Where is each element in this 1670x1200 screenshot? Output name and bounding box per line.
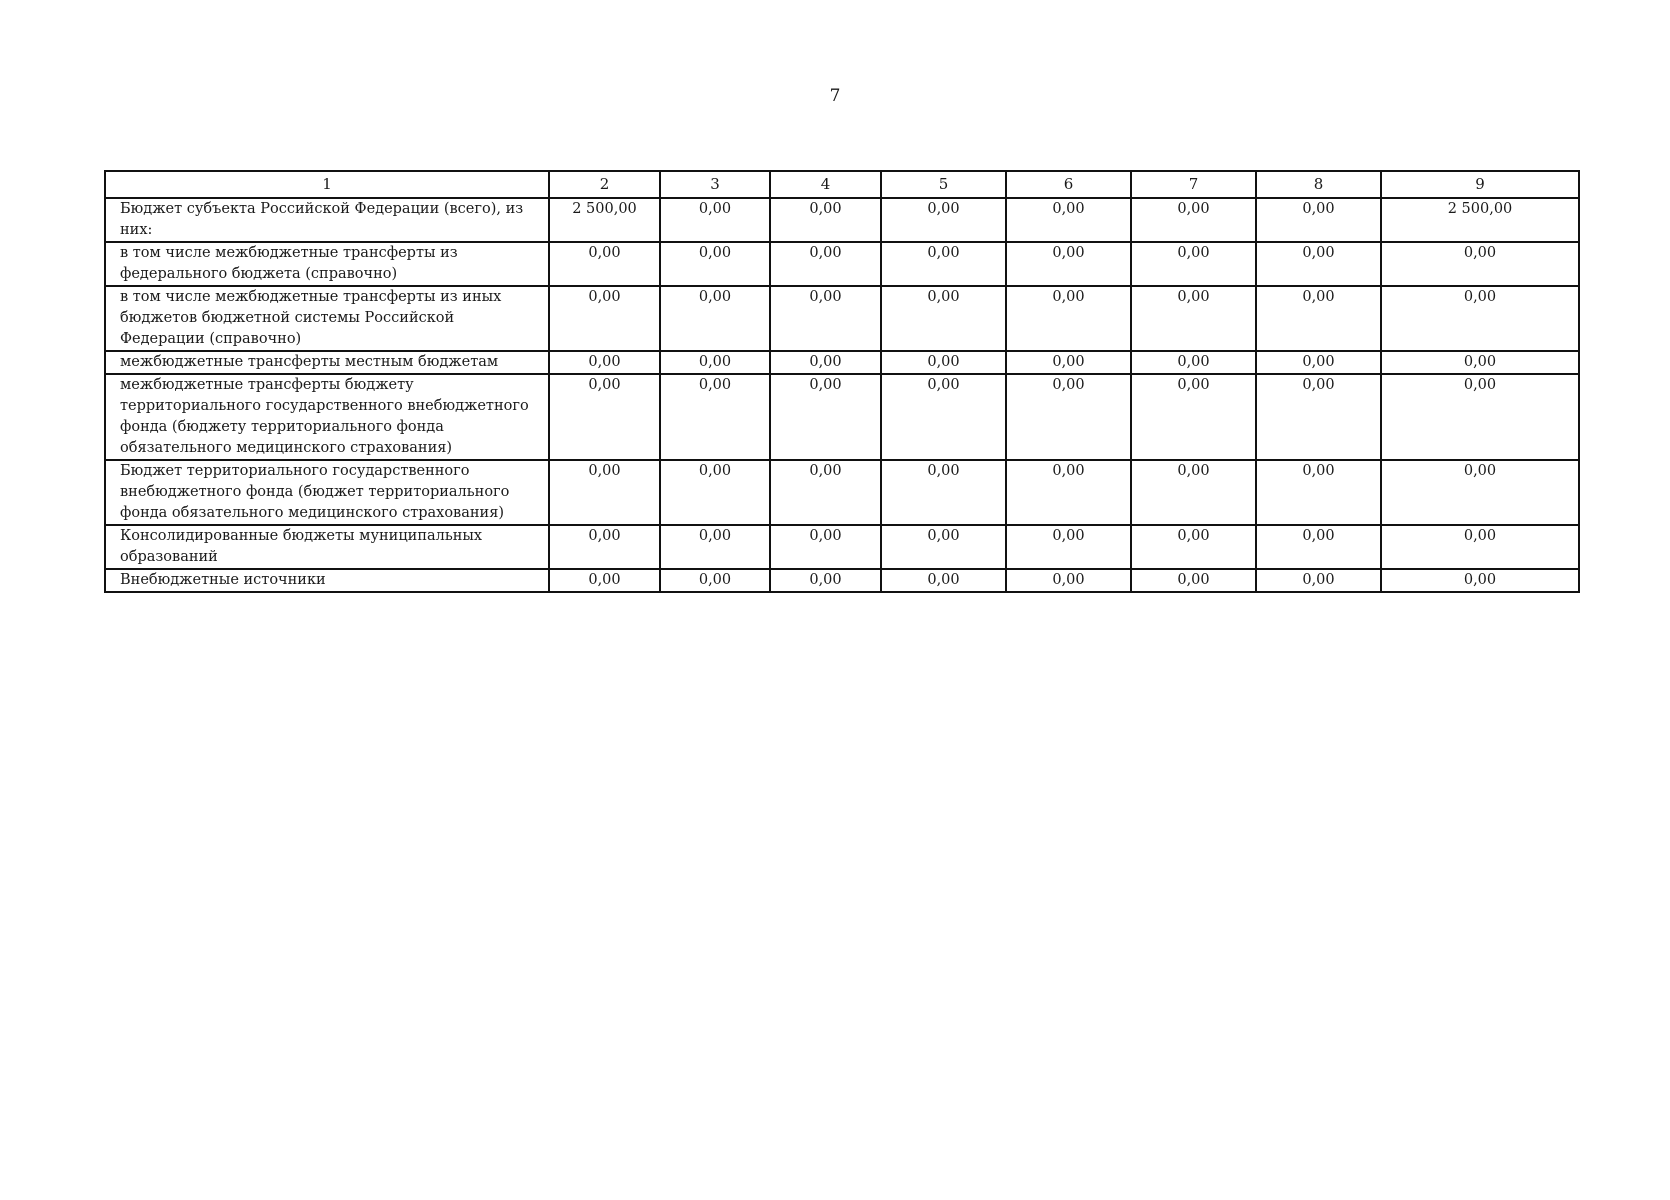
row-label: в том числе межбюджетные трансферты из иных бюджетов бюджетной системы Российской Федерации (справочно) — [105, 286, 549, 351]
table-cell: 0,00 — [881, 525, 1006, 569]
table-cell: 0,00 — [549, 351, 660, 374]
header-row — [105, 171, 1579, 198]
table-row — [105, 374, 1579, 460]
row-label: Внебюджетные источники — [105, 569, 549, 592]
table-cell: 0,00 — [1131, 198, 1256, 242]
table-row — [105, 286, 1579, 351]
table-cell: 0,00 — [660, 460, 770, 525]
table-cell: 0,00 — [881, 460, 1006, 525]
table-cell: 0,00 — [770, 569, 881, 592]
table-cell: 0,00 — [881, 374, 1006, 460]
table-row — [105, 569, 1579, 592]
table-cell: 0,00 — [1006, 242, 1131, 286]
table-cell: 0,00 — [770, 525, 881, 569]
table-cell: 0,00 — [881, 569, 1006, 592]
table-cell: 2 500,00 — [549, 198, 660, 242]
table-cell: 0,00 — [1006, 460, 1131, 525]
table-cell: 0,00 — [1006, 569, 1131, 592]
table-cell: 0,00 — [660, 351, 770, 374]
row-label: в том числе межбюджетные трансферты из федерального бюджета (справочно) — [105, 242, 549, 286]
column-header-9: 9 — [1381, 171, 1579, 198]
table-cell: 0,00 — [1381, 525, 1579, 569]
table-row — [105, 460, 1579, 525]
table-cell: 0,00 — [1381, 374, 1579, 460]
table-cell: 2 500,00 — [1381, 198, 1579, 242]
table-cell: 0,00 — [1131, 374, 1256, 460]
table-cell: 0,00 — [1006, 351, 1131, 374]
table-cell: 0,00 — [770, 374, 881, 460]
table-cell: 0,00 — [1381, 460, 1579, 525]
table-cell: 0,00 — [1381, 242, 1579, 286]
table-cell: 0,00 — [1256, 351, 1381, 374]
table-cell: 0,00 — [1006, 374, 1131, 460]
table-cell: 0,00 — [660, 286, 770, 351]
table-cell: 0,00 — [549, 525, 660, 569]
table-cell: 0,00 — [1131, 242, 1256, 286]
column-header-6: 6 — [1006, 171, 1131, 198]
table-cell: 0,00 — [1256, 460, 1381, 525]
table-cell: 0,00 — [1256, 286, 1381, 351]
table-cell: 0,00 — [770, 242, 881, 286]
row-label: межбюджетные трансферты бюджету территориального государственного внебюджетного фонда (бюджету территориального фонда обязательного медицинского страхования) — [105, 374, 549, 460]
table-cell: 0,00 — [770, 460, 881, 525]
table-cell: 0,00 — [549, 374, 660, 460]
row-label: Консолидированные бюджеты муниципальных образований — [105, 525, 549, 569]
table-cell: 0,00 — [1006, 525, 1131, 569]
table-cell: 0,00 — [660, 242, 770, 286]
column-header-3: 3 — [660, 171, 770, 198]
table-cell: 0,00 — [1256, 198, 1381, 242]
table-cell: 0,00 — [881, 286, 1006, 351]
column-header-1: 1 — [105, 171, 549, 198]
table-cell: 0,00 — [660, 374, 770, 460]
table-row — [105, 525, 1579, 569]
column-header-4: 4 — [770, 171, 881, 198]
table-cell: 0,00 — [1131, 351, 1256, 374]
table-cell: 0,00 — [1131, 460, 1256, 525]
table-cell: 0,00 — [549, 242, 660, 286]
table-cell: 0,00 — [881, 351, 1006, 374]
table-cell: 0,00 — [660, 525, 770, 569]
table-cell: 0,00 — [770, 198, 881, 242]
table-cell: 0,00 — [1381, 569, 1579, 592]
column-header-2: 2 — [549, 171, 660, 198]
table-cell: 0,00 — [1131, 525, 1256, 569]
table-cell: 0,00 — [549, 286, 660, 351]
table-cell: 0,00 — [1006, 286, 1131, 351]
table-cell: 0,00 — [549, 569, 660, 592]
table-cell: 0,00 — [549, 460, 660, 525]
column-header-5: 5 — [881, 171, 1006, 198]
table-cell: 0,00 — [1256, 525, 1381, 569]
row-label: межбюджетные трансферты местным бюджетам — [105, 351, 549, 374]
table-cell: 0,00 — [1256, 374, 1381, 460]
table-cell: 0,00 — [881, 198, 1006, 242]
table-row — [105, 351, 1579, 374]
page-number: 7 — [829, 86, 841, 106]
table-cell: 0,00 — [660, 198, 770, 242]
table-cell: 0,00 — [770, 351, 881, 374]
table-row — [105, 242, 1579, 286]
table-cell: 0,00 — [1381, 351, 1579, 374]
column-header-8: 8 — [1256, 171, 1381, 198]
table-row — [105, 198, 1579, 242]
row-label: Бюджет субъекта Российской Федерации (всего), из них: — [105, 198, 549, 242]
table-cell: 0,00 — [660, 569, 770, 592]
table-cell: 0,00 — [770, 286, 881, 351]
row-label: Бюджет территориального государственного внебюджетного фонда (бюджет территориального фонда обязательного медицинского страхования) — [105, 460, 549, 525]
table-cell: 0,00 — [1131, 569, 1256, 592]
table-cell: 0,00 — [1131, 286, 1256, 351]
table-cell: 0,00 — [881, 242, 1006, 286]
table-cell: 0,00 — [1256, 242, 1381, 286]
budget-table — [104, 170, 1580, 593]
table-cell: 0,00 — [1256, 569, 1381, 592]
column-header-7: 7 — [1131, 171, 1256, 198]
table-cell: 0,00 — [1006, 198, 1131, 242]
table-cell: 0,00 — [1381, 286, 1579, 351]
